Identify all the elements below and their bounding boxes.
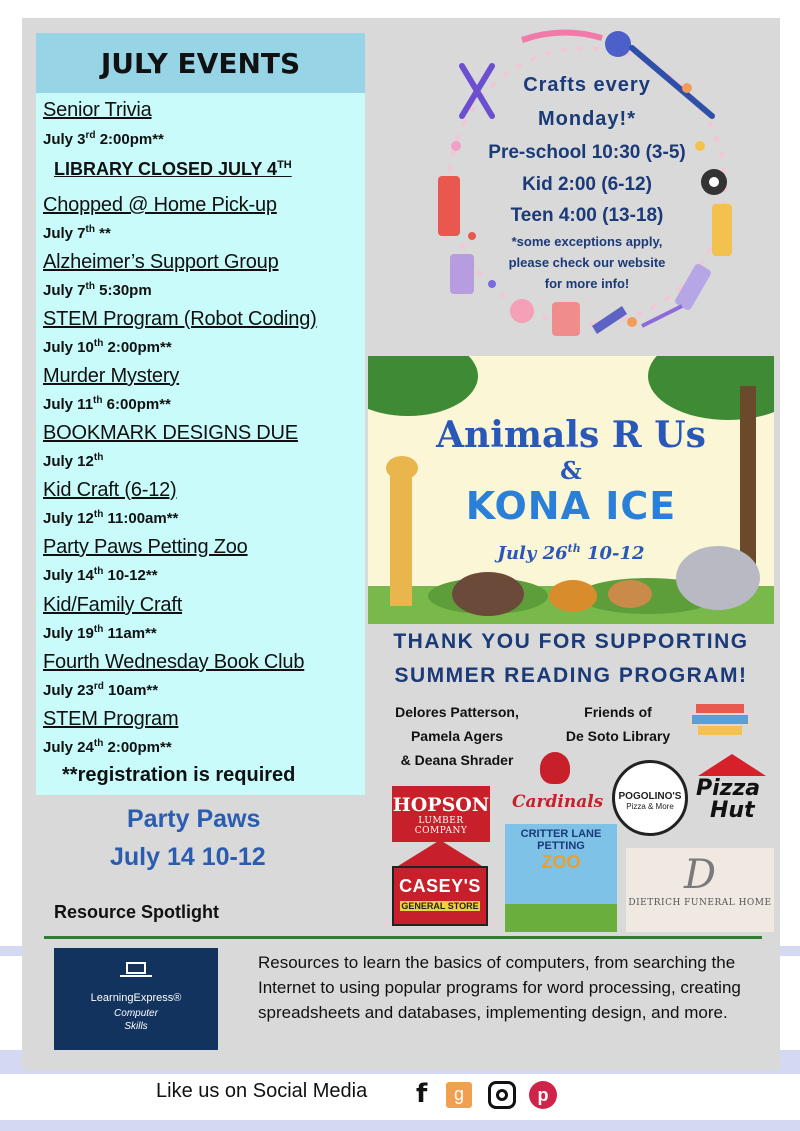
event-date: July 12th xyxy=(43,452,104,470)
event-title: Kid/Family Craft xyxy=(43,594,183,616)
facebook-icon[interactable]: f xyxy=(416,1079,428,1109)
learningexpress-logo[interactable] xyxy=(54,948,218,1050)
events-header xyxy=(36,33,365,93)
event-title: Party Paws Petting Zoo xyxy=(43,536,248,558)
pogolinos-logo: POGOLINO'S Pizza & More xyxy=(612,760,688,836)
pinterest-icon[interactable]: p xyxy=(529,1081,557,1109)
crafts-heading-1: Crafts every xyxy=(523,74,651,96)
event-date: July 24th 2:00pm** xyxy=(43,738,172,756)
event-title: Senior Trivia xyxy=(43,99,152,121)
animals-title: Animals R Us xyxy=(436,414,706,456)
instagram-icon[interactable] xyxy=(488,1081,516,1109)
library-closed-notice: LIBRARY CLOSED JULY 4TH xyxy=(54,159,292,179)
resource-description: Resources to learn the basics of computers, from searching the Internet to using popular programs for word processing, creating spreadsheets and databases, implementing design, and more. xyxy=(258,953,741,1022)
events-panel xyxy=(36,33,365,795)
event-date: July 7th 5:30pm xyxy=(43,281,152,299)
lavender-band-footer xyxy=(0,1120,800,1131)
critter-lane-logo: CRITTER LANE PETTING ZOO xyxy=(505,824,617,932)
pizza-hut-logo: Pizza Hut xyxy=(692,752,770,836)
crafts-note-1: *some exceptions apply, xyxy=(511,234,663,249)
registration-note: **registration is required xyxy=(62,764,296,786)
crafts-note-2: please check our website xyxy=(508,255,666,270)
thanks-line-2: SUMMER READING PROGRAM! xyxy=(394,664,748,687)
sponsor-individuals: Delores Patterson, Pamela Agers & Deana Shrader xyxy=(395,704,519,768)
event-title: Kid Craft (6-12) xyxy=(43,479,177,501)
crafts-preschool: Pre-school 10:30 (3-5) xyxy=(488,142,686,163)
logo-line-3: Skills xyxy=(124,1021,148,1032)
section-divider xyxy=(44,936,762,939)
google-icon[interactable]: g xyxy=(446,1082,472,1108)
animals-date: July 26th 10-12 xyxy=(497,542,645,564)
event-date: July 12th 11:00am** xyxy=(43,509,179,527)
party-paws-title: Party Paws xyxy=(127,805,261,833)
event-date: July 19th 11am** xyxy=(43,624,157,642)
animals-ampersand: & xyxy=(560,456,582,485)
animals-r-us-banner xyxy=(368,356,774,624)
kona-ice-title: KONA ICE xyxy=(465,484,677,528)
laptop-icon xyxy=(126,962,146,974)
resource-spotlight-heading: Resource Spotlight xyxy=(54,902,220,922)
caseys-logo: CASEY'S GENERAL STORE xyxy=(388,840,492,928)
event-title: Alzheimer’s Support Group xyxy=(43,251,279,273)
party-paws-date: July 14 10-12 xyxy=(110,843,266,871)
crafts-wreath xyxy=(432,26,742,344)
event-title: BOOKMARK DESIGNS DUE xyxy=(43,422,298,444)
dietrich-logo: D DIETRICH FUNERAL HOME xyxy=(626,848,774,932)
event-date: July 3rd 2:00pm** xyxy=(43,130,164,148)
thanks-line-1: THANK YOU FOR SUPPORTING xyxy=(393,630,749,653)
event-title: STEM Program xyxy=(43,708,179,730)
event-date: July 10th 2:00pm** xyxy=(43,338,172,356)
event-title: Fourth Wednesday Book Club xyxy=(43,651,305,673)
books-icon xyxy=(690,702,750,744)
crafts-note-3: for more info! xyxy=(544,276,630,291)
events-heading: JULY EVENTS xyxy=(100,46,301,80)
cardinals-logo: Cardinals xyxy=(512,752,600,822)
event-date: July 23rd 10am** xyxy=(43,681,159,699)
sponsor-friends: Friends of De Soto Library xyxy=(565,704,671,744)
crafts-heading-2: Monday!* xyxy=(538,108,636,130)
crafts-teen: Teen 4:00 (13-18) xyxy=(510,205,664,226)
event-title: Chopped @ Home Pick-up xyxy=(43,194,277,216)
hopson-logo: HOPSON LUMBER COMPANY xyxy=(392,786,490,842)
event-date: July 14th 10-12** xyxy=(43,566,158,584)
crafts-kid: Kid 2:00 (6-12) xyxy=(522,174,652,195)
event-title: Murder Mystery xyxy=(43,365,180,387)
event-date: July 11th 6:00pm** xyxy=(43,395,171,413)
event-date: July 7th ** xyxy=(43,224,111,242)
social-media-label: Like us on Social Media xyxy=(156,1080,368,1102)
event-title: STEM Program (Robot Coding) xyxy=(43,308,317,330)
logo-line-2: Computer xyxy=(114,1008,158,1019)
logo-brand: LearningExpress® xyxy=(90,992,182,1004)
